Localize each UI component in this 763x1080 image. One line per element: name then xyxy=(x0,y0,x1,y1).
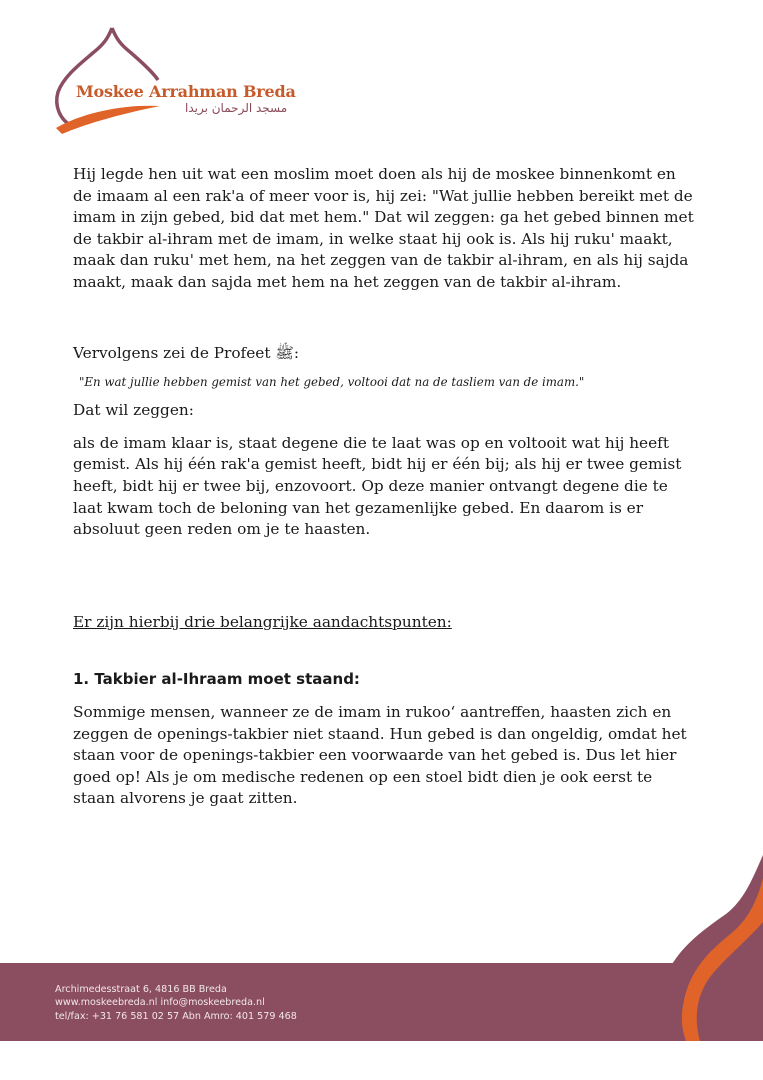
logo-name-arabic: مسجد الرحمان بريدا xyxy=(185,101,288,115)
hadith-quote: "En wat jullie hebben gemist van het gebed, voltooi dat na de tasliem van de imam." xyxy=(79,375,585,390)
section-heading: Er zijn hierbij drie belangrijke aandachtspunten: xyxy=(73,612,452,631)
paragraph-prophet: Vervolgens zei de Profeet ﷺ: xyxy=(73,343,299,362)
footer-address: Archimedesstraat 6, 4816 BB Breda xyxy=(55,984,227,995)
footer-phone-bank: tel/fax: +31 76 581 02 57 Abn Amro: 401 579 468 xyxy=(55,1010,297,1022)
point-1-title: 1. Takbier al-Ihraam moet staand: xyxy=(73,670,360,689)
footer-web-email: www.moskeebreda.nl info@moskeebreda.nl xyxy=(55,997,265,1009)
paragraph-meaning-intro: Dat wil zeggen: xyxy=(73,401,194,420)
point-1-text: Sommige mensen, wanneer ze de imam in rukoo‘ aantreffen, haasten zich en zeggen de openings-takbier niet staand. Hun gebed is dan ongeldig, omdat het staan voor de openings-takbier een voorwaarde van het gebed is. Dus let hier goed op! Als je om medische redenen op een stoel bidt dien je ook eerst te staan alvorens je gaat zitten. xyxy=(73,702,687,808)
paragraph-meaning: als de imam klaar is, staat degene die te laat was op en voltooit wat hij heeft gemist. Als hij één rak'a gemist heeft, bidt hij er één bij; als hij er twee gemist heeft, bidt hij er twee bij, enzovoort. Op deze manier ontvangt degene die te laat kwam toch de beloning van het gezamenlijke gebed. En daarom is er absoluut geen reden om je te haasten. xyxy=(73,433,682,539)
paragraph-intro: Hij legde hen uit wat een moslim moet doen als hij de moskee binnenkomt en de imaam al een rak'a of meer voor is, hij zei: "Wat jullie hebben bereikt met de imam in zijn gebed, bid dat met hem." Dat wil zeggen: ga het gebed binnen met de takbir al-ihram met de imam, in welke staat hij ook is. Als hij ruku' maakt, maak dan ruku' met hem, na het zeggen van de takbir al-ihram, en als hij sajda maakt, maak dan sajda met hem na het zeggen van de takbir al-ihram. xyxy=(73,165,694,291)
logo-name-latin: Moskee Arrahman Breda xyxy=(76,82,296,101)
